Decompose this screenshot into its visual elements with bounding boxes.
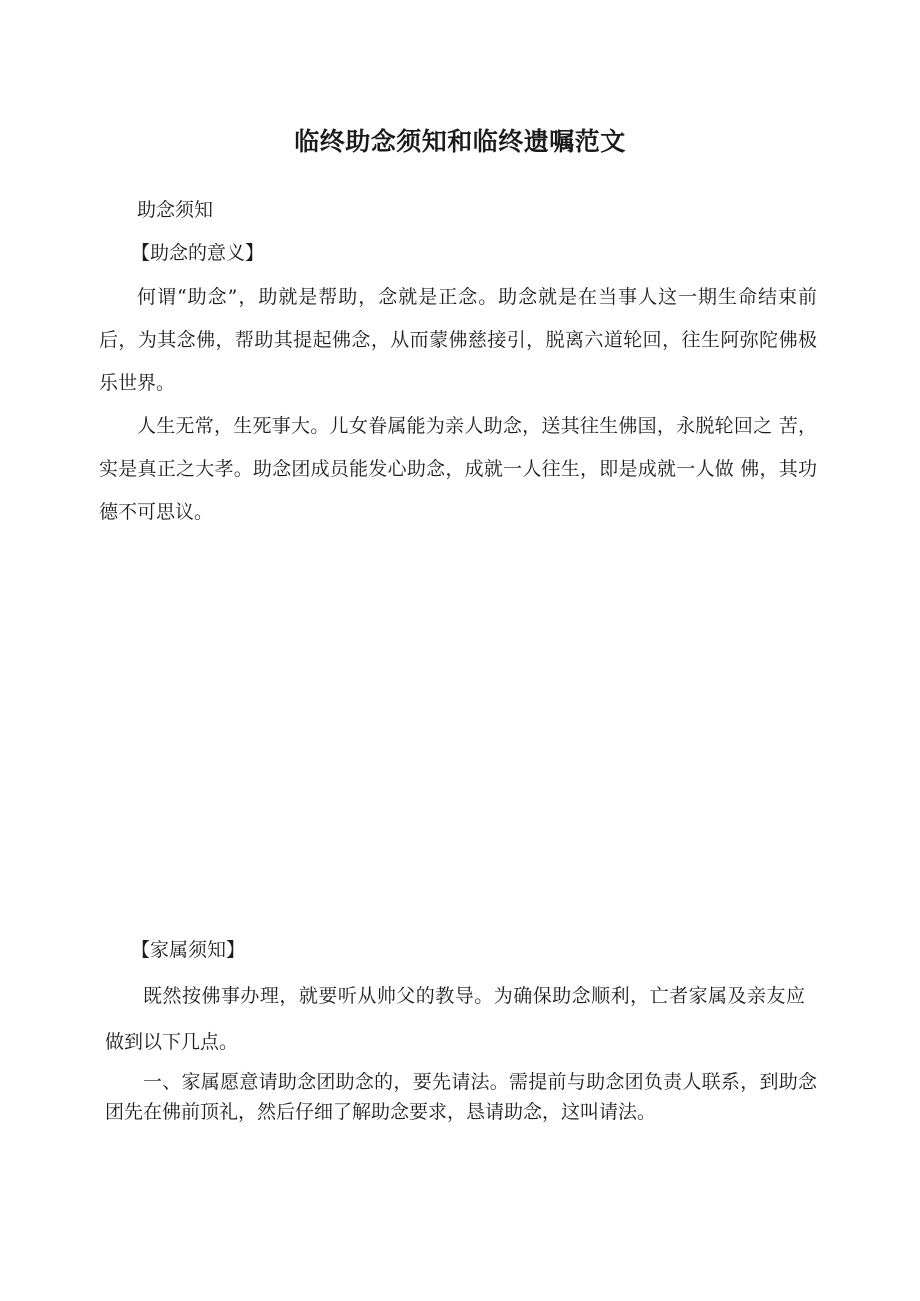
section-label: 助念须知 — [137, 199, 214, 221]
paragraph-family-1: 一、家属愿意请助念团助念的，要先请法。需提前与助念团负责人联系，到助念团先在佛前顶礼，然后仔细了解助念要求，恳请助念，这叫请法。 — [105, 1071, 817, 1123]
paragraph-meaning-2: 人生无常，生死事大。儿女眷属能为亲人助念，送其往生佛国，永脱轮回之 苦，实是真正之大孝。助念团成员能发心助念，成就一人往生，即是成就一人做 佛，其功德不可思议。 — [99, 415, 817, 523]
paragraph-meaning-1: 何谓“助念”，助就是帮助，念就是正念。助念就是在当事人这一期生命结束前后，为其念佛，帮助其提起佛念，从而蒙佛慈接引，脱离六道轮回，往生阿弥陀佛极乐世界。 — [99, 286, 817, 394]
heading-family: 【家属须知】 — [131, 939, 246, 961]
document-title: 临终助念须知和临终遗嘱范文 — [294, 127, 626, 156]
paragraph-family-intro: 既然按佛事办理，就要听从帅父的教导。为确保助念顺利，亡者家属及亲友应做到以下几点。 — [105, 985, 805, 1053]
heading-meaning: 【助念的意义】 — [131, 242, 265, 264]
